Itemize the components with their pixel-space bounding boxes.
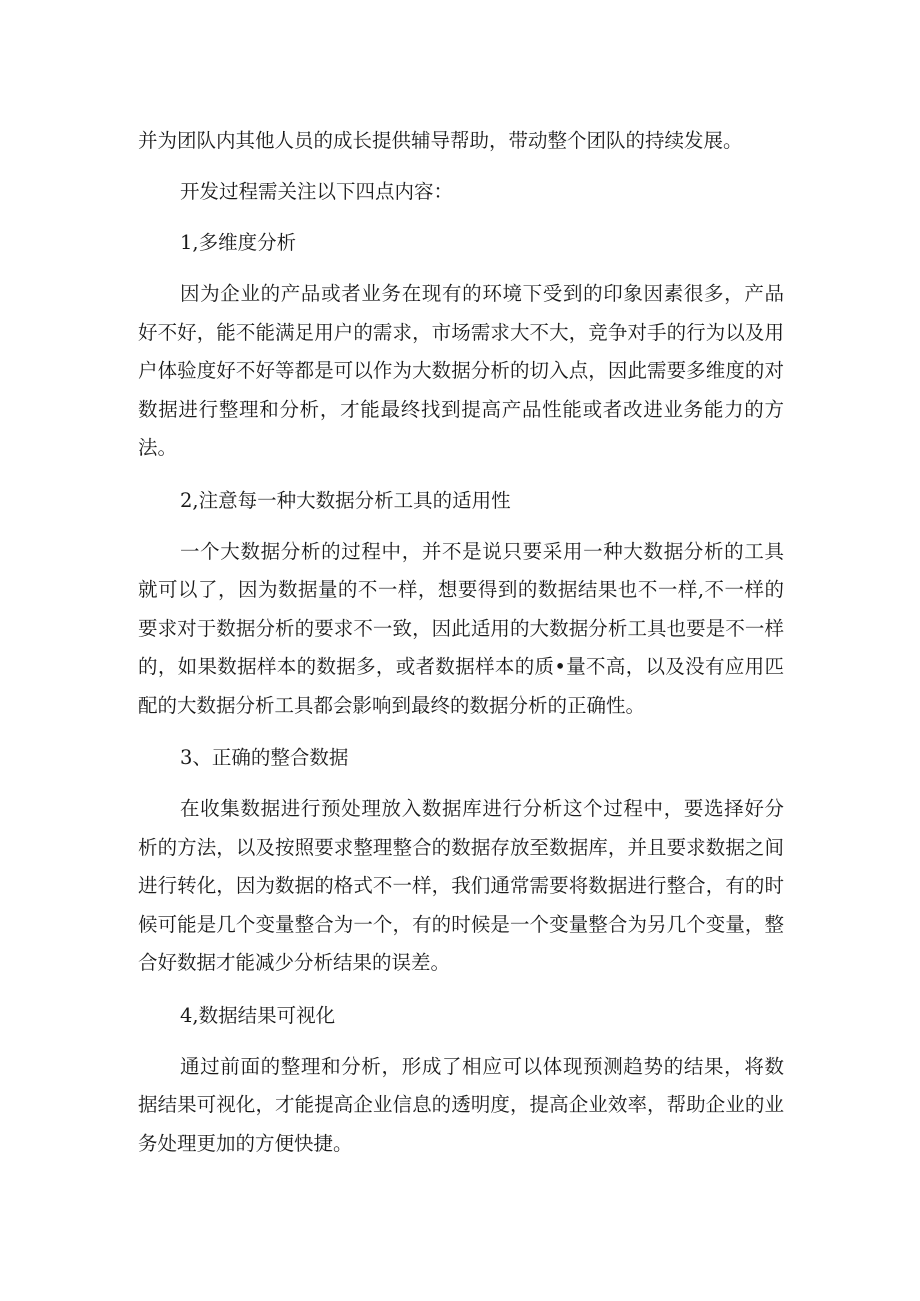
section-paragraph-1: 因为企业的产品或者业务在现有的环境下受到的印象因素很多，产品好不好，能不能满足用户的需求，市场需求大不大，竞争对手的行为以及用户体验度好不好等都是可以作为大数据分析的切入点，因此需要多维度的对数据进行整理和分析，才能最终找到提高产品性能或者改进业务能力的方法。 xyxy=(138,282,784,459)
section-heading-4: 4,数据结果可视化 xyxy=(180,1003,336,1027)
section-heading-3: 3、正确的整合数据 xyxy=(180,746,349,769)
section-heading-1: 1,多维度分析 xyxy=(180,231,297,254)
intro-paragraph: 开发过程需关注以下四点内容： xyxy=(180,180,454,203)
section-paragraph-2: 一个大数据分析的过程中，并不是说只要采用一种大数据分析的工具就可以了，因为数据量的不一样，想要得到的数据结果也不一样,不一样的要求对于数据分析的要求不一致，因此适用的大数据分析工具也要是不一样的，如果数据样本的数据多，或者数据样本的质•量不高，以及没有应用匹配的大数据分析工具都会影响到最终的数据分析的正确性。 xyxy=(138,539,784,717)
section-heading-2: 2,注意每一种大数据分析工具的适用性 xyxy=(180,488,511,512)
document-body xyxy=(138,122,784,1163)
continuation-paragraph: 并为团队内其他人员的成长提供辅导帮助，带动整个团队的持续发展。 xyxy=(138,129,743,152)
section-paragraph-4: 通过前面的整理和分析，形成了相应可以体现预测趋势的结果，将数据结果可视化，才能提高企业信息的透明度，提高企业效率，帮助企业的业务处理更加的方便快捷。 xyxy=(138,1054,784,1155)
section-paragraph-3: 在收集数据进行预处理放入数据库进行分析这个过程中，要选择好分析的方法，以及按照要求整理整合的数据存放至数据库，并且要求数据之间进行转化，因为数据的格式不一样，我们通常需要将数据进行整合，有的时候可能是几个变量整合为一个，有的时候是一个变量整合为另几个变量，整合好数据才能减少分析结果的误差。 xyxy=(138,797,784,974)
